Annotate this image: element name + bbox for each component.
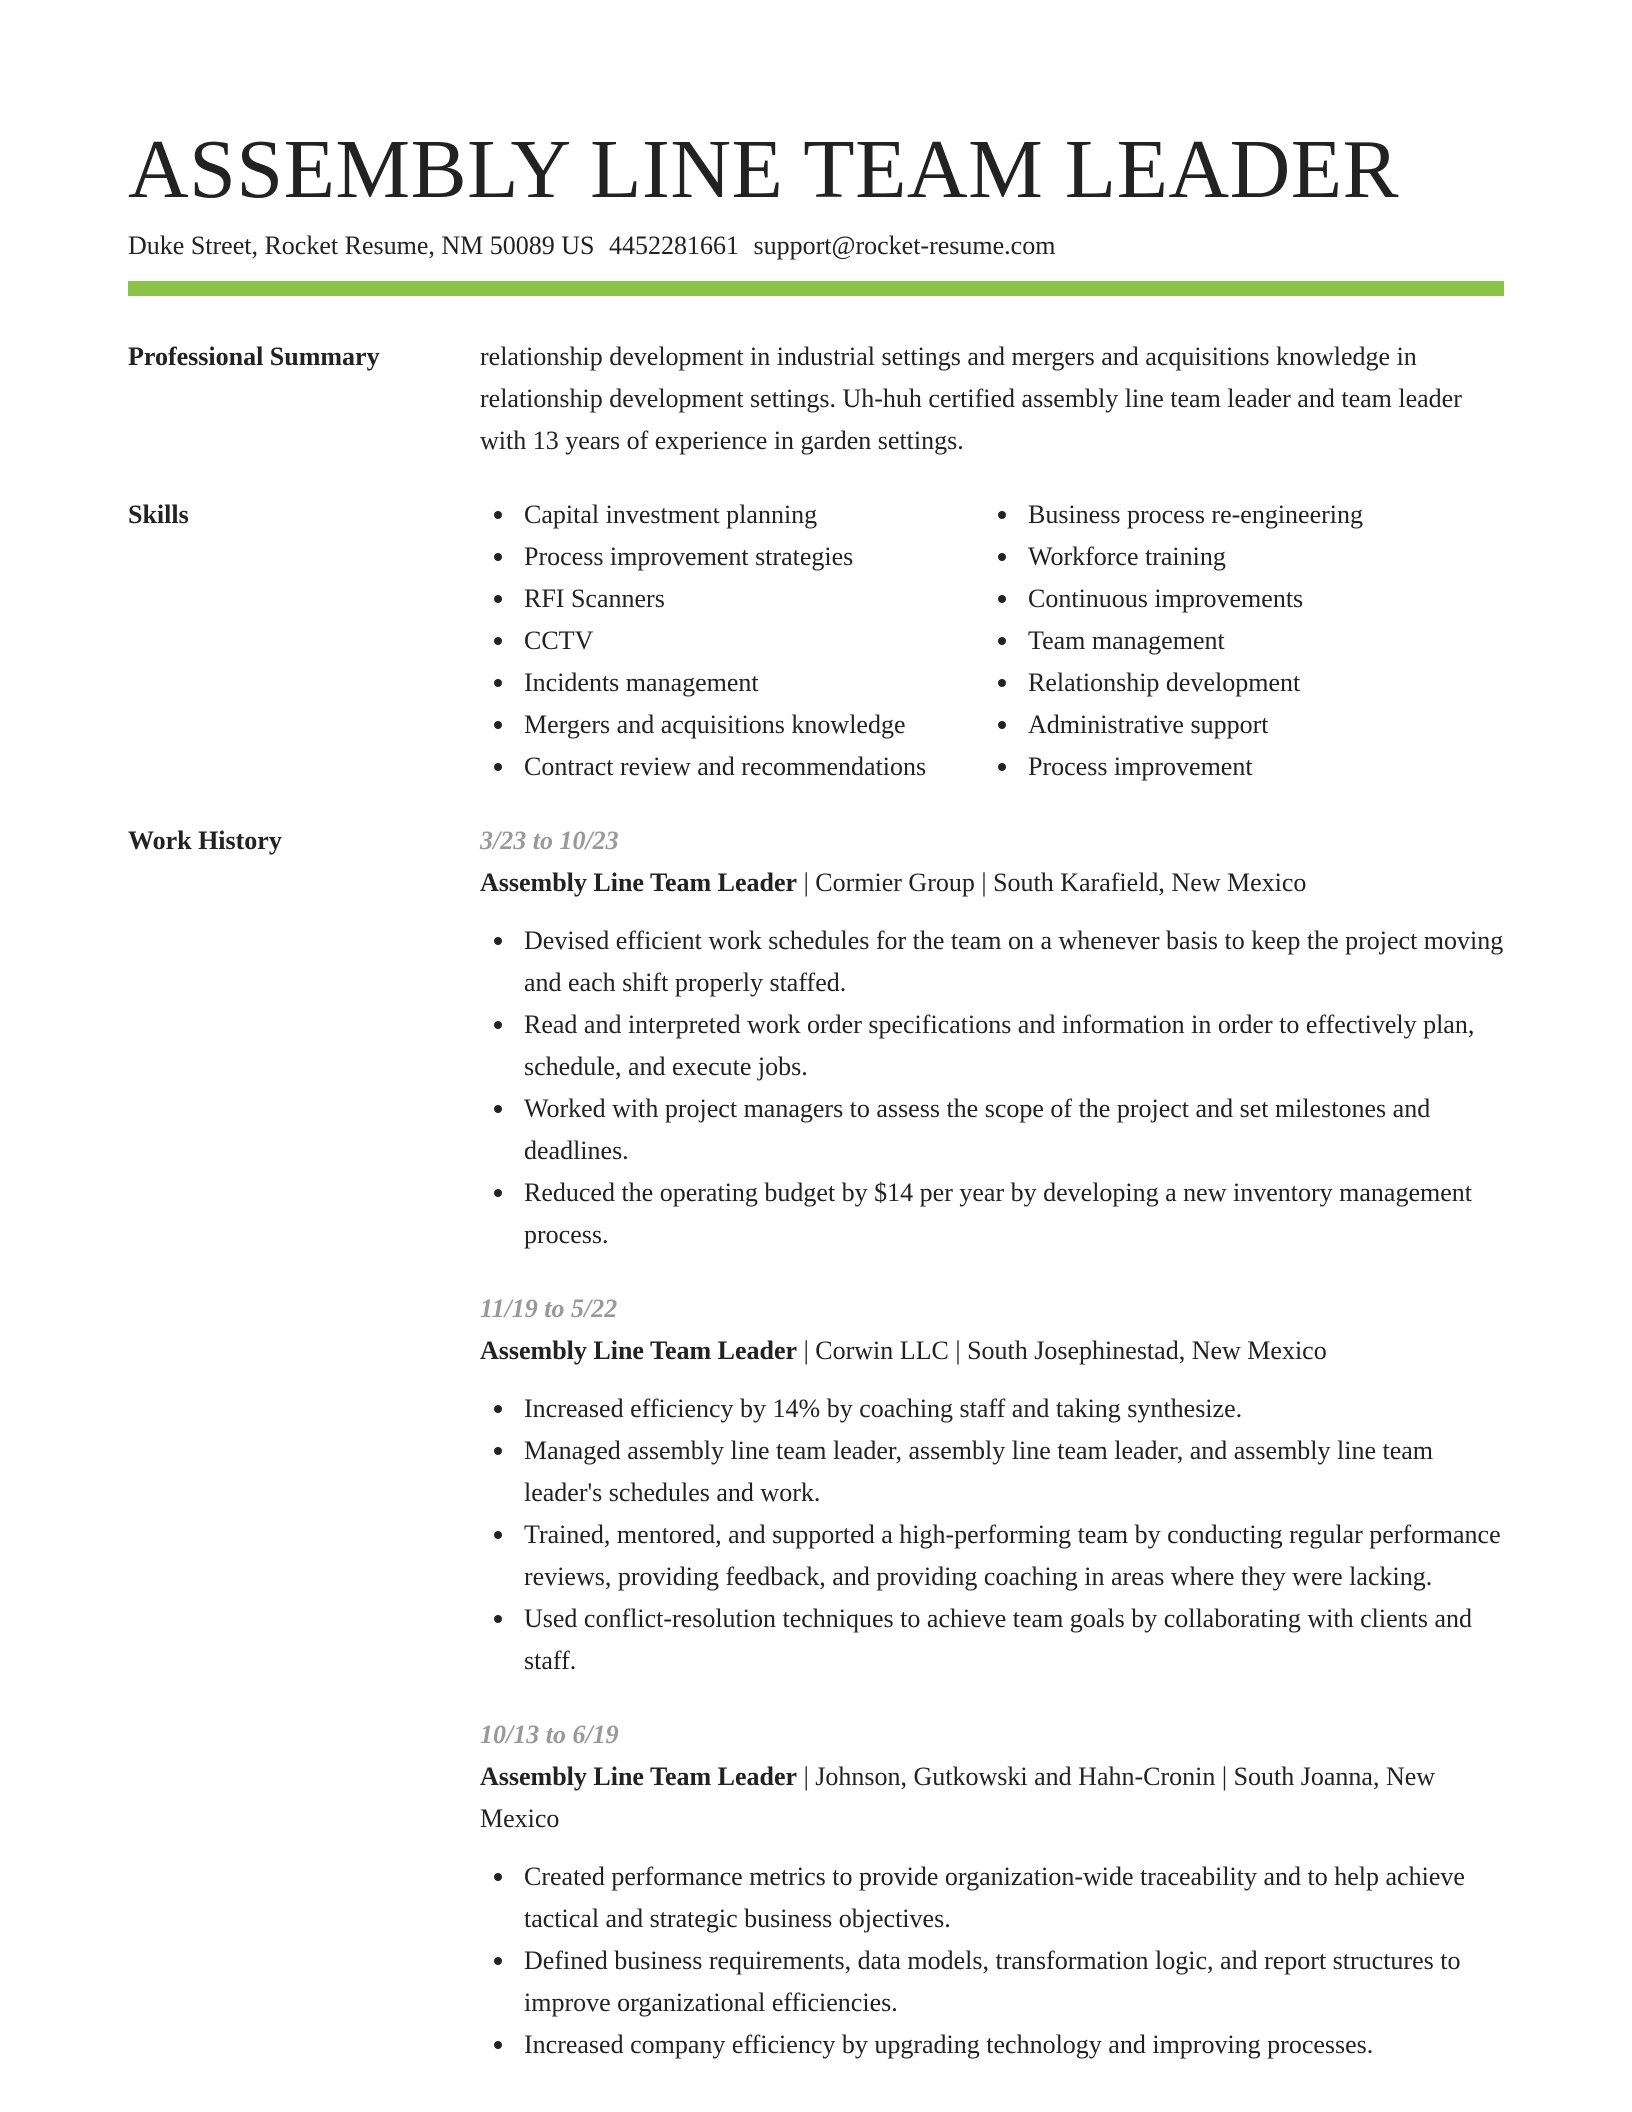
skills-heading: Skills [128,500,189,529]
job-bullet: Read and interpreted work order specifications and information in order to effectively plan, schedule, and execute jobs. [524,1004,1504,1088]
job-bullet: Defined business requirements, data models, transformation logic, and report structures to improve organizational efficiencies. [524,1940,1504,2024]
accent-divider [128,281,1504,296]
job-bullet: Increased company efficiency by upgrading technology and improving processes. [524,2024,1504,2066]
job-bullet: Reduced the operating budget by $14 per year by developing a new inventory management process. [524,1172,1504,1256]
job-company-location: | Cormier Group | South Karafield, New Mexico [797,868,1307,897]
skill-item: RFI Scanners [524,578,984,620]
job-company-location: | Johnson, Gutkowski and Hahn-Cronin | South Joanna, New Mexico [480,1762,1436,1833]
job-bullet: Increased efficiency by 14% by coaching staff and taking synthesize. [524,1388,1504,1430]
job-bullets [480,920,1504,1256]
job-heading [480,1756,1504,1840]
skill-item: Contract review and recommendations [524,746,984,788]
skills-section [128,494,1504,788]
job-bullet: Created performance metrics to provide organization-wide traceability and to help achieve tactical and strategic business objectives. [524,1856,1504,1940]
job-heading [480,1330,1504,1372]
skills-grid [480,494,1504,788]
job-entry [480,820,1504,1256]
job-dates: 11/19 to 5/22 [480,1294,618,1323]
skill-item: Relationship development [1028,662,1363,704]
skill-item: Process improvement strategies [524,536,984,578]
work-history-section [128,820,1504,2098]
skill-item: Continuous improvements [1028,578,1363,620]
skill-item: Business process re-engineering [1028,494,1363,536]
skill-item: Process improvement [1028,746,1363,788]
resume-page [128,120,1504,2098]
job-bullet: Managed assembly line team leader, assembly line team leader, and assembly line team leader's schedules and work. [524,1430,1504,1514]
skill-item: Administrative support [1028,704,1363,746]
summary-heading: Professional Summary [128,342,380,371]
contact-line [128,228,1504,264]
skills-list-right [984,494,1363,788]
job-bullet: Worked with project managers to assess the scope of the project and set milestones and deadlines. [524,1088,1504,1172]
skills-list-left [480,494,984,788]
job-title: Assembly Line Team Leader [480,868,798,897]
job-title: Assembly Line Team Leader [480,1336,798,1365]
contact-email: support@rocket-resume.com [753,231,1056,260]
work-history-list [480,820,1504,2098]
job-entry [480,1714,1504,2066]
job-dates: 3/23 to 10/23 [480,826,619,855]
skill-item: Capital investment planning [524,494,984,536]
summary-section [128,336,1504,462]
job-bullets [480,1388,1504,1682]
job-bullet: Used conflict-resolution techniques to achieve team goals by collaborating with clients and staff. [524,1598,1504,1682]
job-bullets [480,1856,1504,2066]
skill-item: Workforce training [1028,536,1363,578]
job-dates: 10/13 to 6/19 [480,1720,619,1749]
contact-address: Duke Street, Rocket Resume, NM 50089 US [128,231,595,260]
job-title: Assembly Line Team Leader [480,1762,798,1791]
job-bullet: Trained, mentored, and supported a high-performing team by conducting regular performance reviews, providing feedback, and providing coaching in areas where they were lacking. [524,1514,1504,1598]
skill-item: Mergers and acquisitions knowledge [524,704,984,746]
resume-title: ASSEMBLY LINE TEAM LEADER [128,123,1400,216]
contact-phone: 4452281661 [609,231,740,260]
job-entry [480,1288,1504,1682]
skill-item: Incidents management [524,662,984,704]
summary-text: relationship development in industrial settings and mergers and acquisitions knowledge in relationship development settings. Uh-huh certified assembly line team leader and team leader with 13 years of experience in garden settings. [480,342,1462,455]
skill-item: CCTV [524,620,984,662]
job-company-location: | Corwin LLC | South Josephinestad, New Mexico [797,1336,1327,1365]
job-heading [480,862,1504,904]
work-history-heading: Work History [128,826,282,855]
skill-item: Team management [1028,620,1363,662]
job-bullet: Devised efficient work schedules for the team on a whenever basis to keep the project moving and each shift properly staffed. [524,920,1504,1004]
